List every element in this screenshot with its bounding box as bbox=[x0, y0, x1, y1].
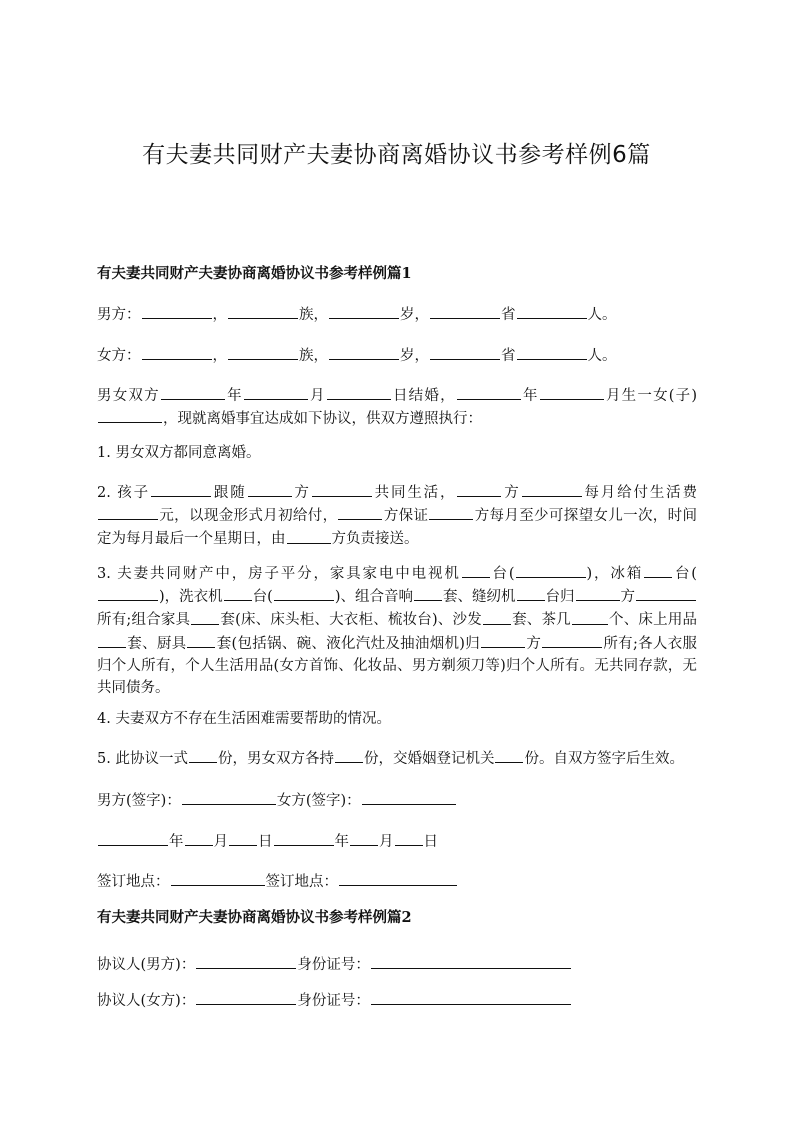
clause-1: 1. 男女双方都同意离婚。 bbox=[97, 445, 261, 461]
female-signature-field bbox=[362, 789, 456, 805]
female-info-line: 女方： ， 族， 岁， 省 人。 bbox=[97, 344, 617, 365]
male-signature-label: 男方(签字)： bbox=[97, 793, 181, 810]
clause-4: 4. 夫妻双方不存在生活困难需要帮助的情况。 bbox=[97, 711, 391, 727]
party-female-line: 协议人(女方)： 身份证号： bbox=[97, 989, 572, 1010]
section-2-heading: 有夫妻共同财产夫妻协商离婚协议书参考样例篇2 bbox=[97, 909, 412, 926]
clause-5: 5. 此协议一式 份，男女双方各持 份，交婚姻登记机关 份。自双方签字后生效。 bbox=[97, 747, 684, 768]
female-signature-label: 女方(签字)： bbox=[276, 793, 361, 810]
party-male-line: 协议人(男方)： 身份证号： bbox=[97, 953, 572, 974]
male-info-line: 男方： ， 族， 岁， 省 人。 bbox=[97, 303, 617, 324]
clause-3: 3. 夫妻共同财产中，房子平分，家具家电中电视机 台( )，冰箱 台()，洗衣机 台( )、组合音响 套、缝纫机 台归 方所有;组合家具 套(床、床头柜、大衣柜、梳妆台)、沙发 套、茶几 个、床上用品套、厨具 套(包括锅、碗、液化汽灶及抽油烟机)归 方 所有;各人衣服归个人所有，个人生活用品(女方首饰、化妆品、男方剃须刀等)归个人所有。无共同存款，无共同债务。 bbox=[97, 562, 697, 699]
section-1-heading: 有夫妻共同财产夫妻协商离婚协议书参考样例篇1 bbox=[97, 265, 412, 282]
male-signature-field bbox=[182, 789, 276, 805]
signature-line bbox=[97, 789, 457, 810]
clause-2: 2. 孩子 跟随 方 共同生活， 方 每月给付生活费元，以现金形式月初给付， 方保证 方每月至少可探望女儿一次，时间定为每月最后一个星期日，由 方负责接送。 bbox=[97, 481, 697, 551]
date-line: 年 月 日 年 月 日 bbox=[97, 830, 438, 851]
place-line: 签订地点： 签订地点： bbox=[97, 870, 458, 891]
document-title: 有夫妻共同财产夫妻协商离婚协议书参考样例6篇 bbox=[142, 142, 651, 168]
marriage-paragraph: 男女双方 年 月 日结婚， 年 月生一女(子)，现就离婚事宜达成如下协议，供双方遵照执行： bbox=[97, 384, 697, 430]
